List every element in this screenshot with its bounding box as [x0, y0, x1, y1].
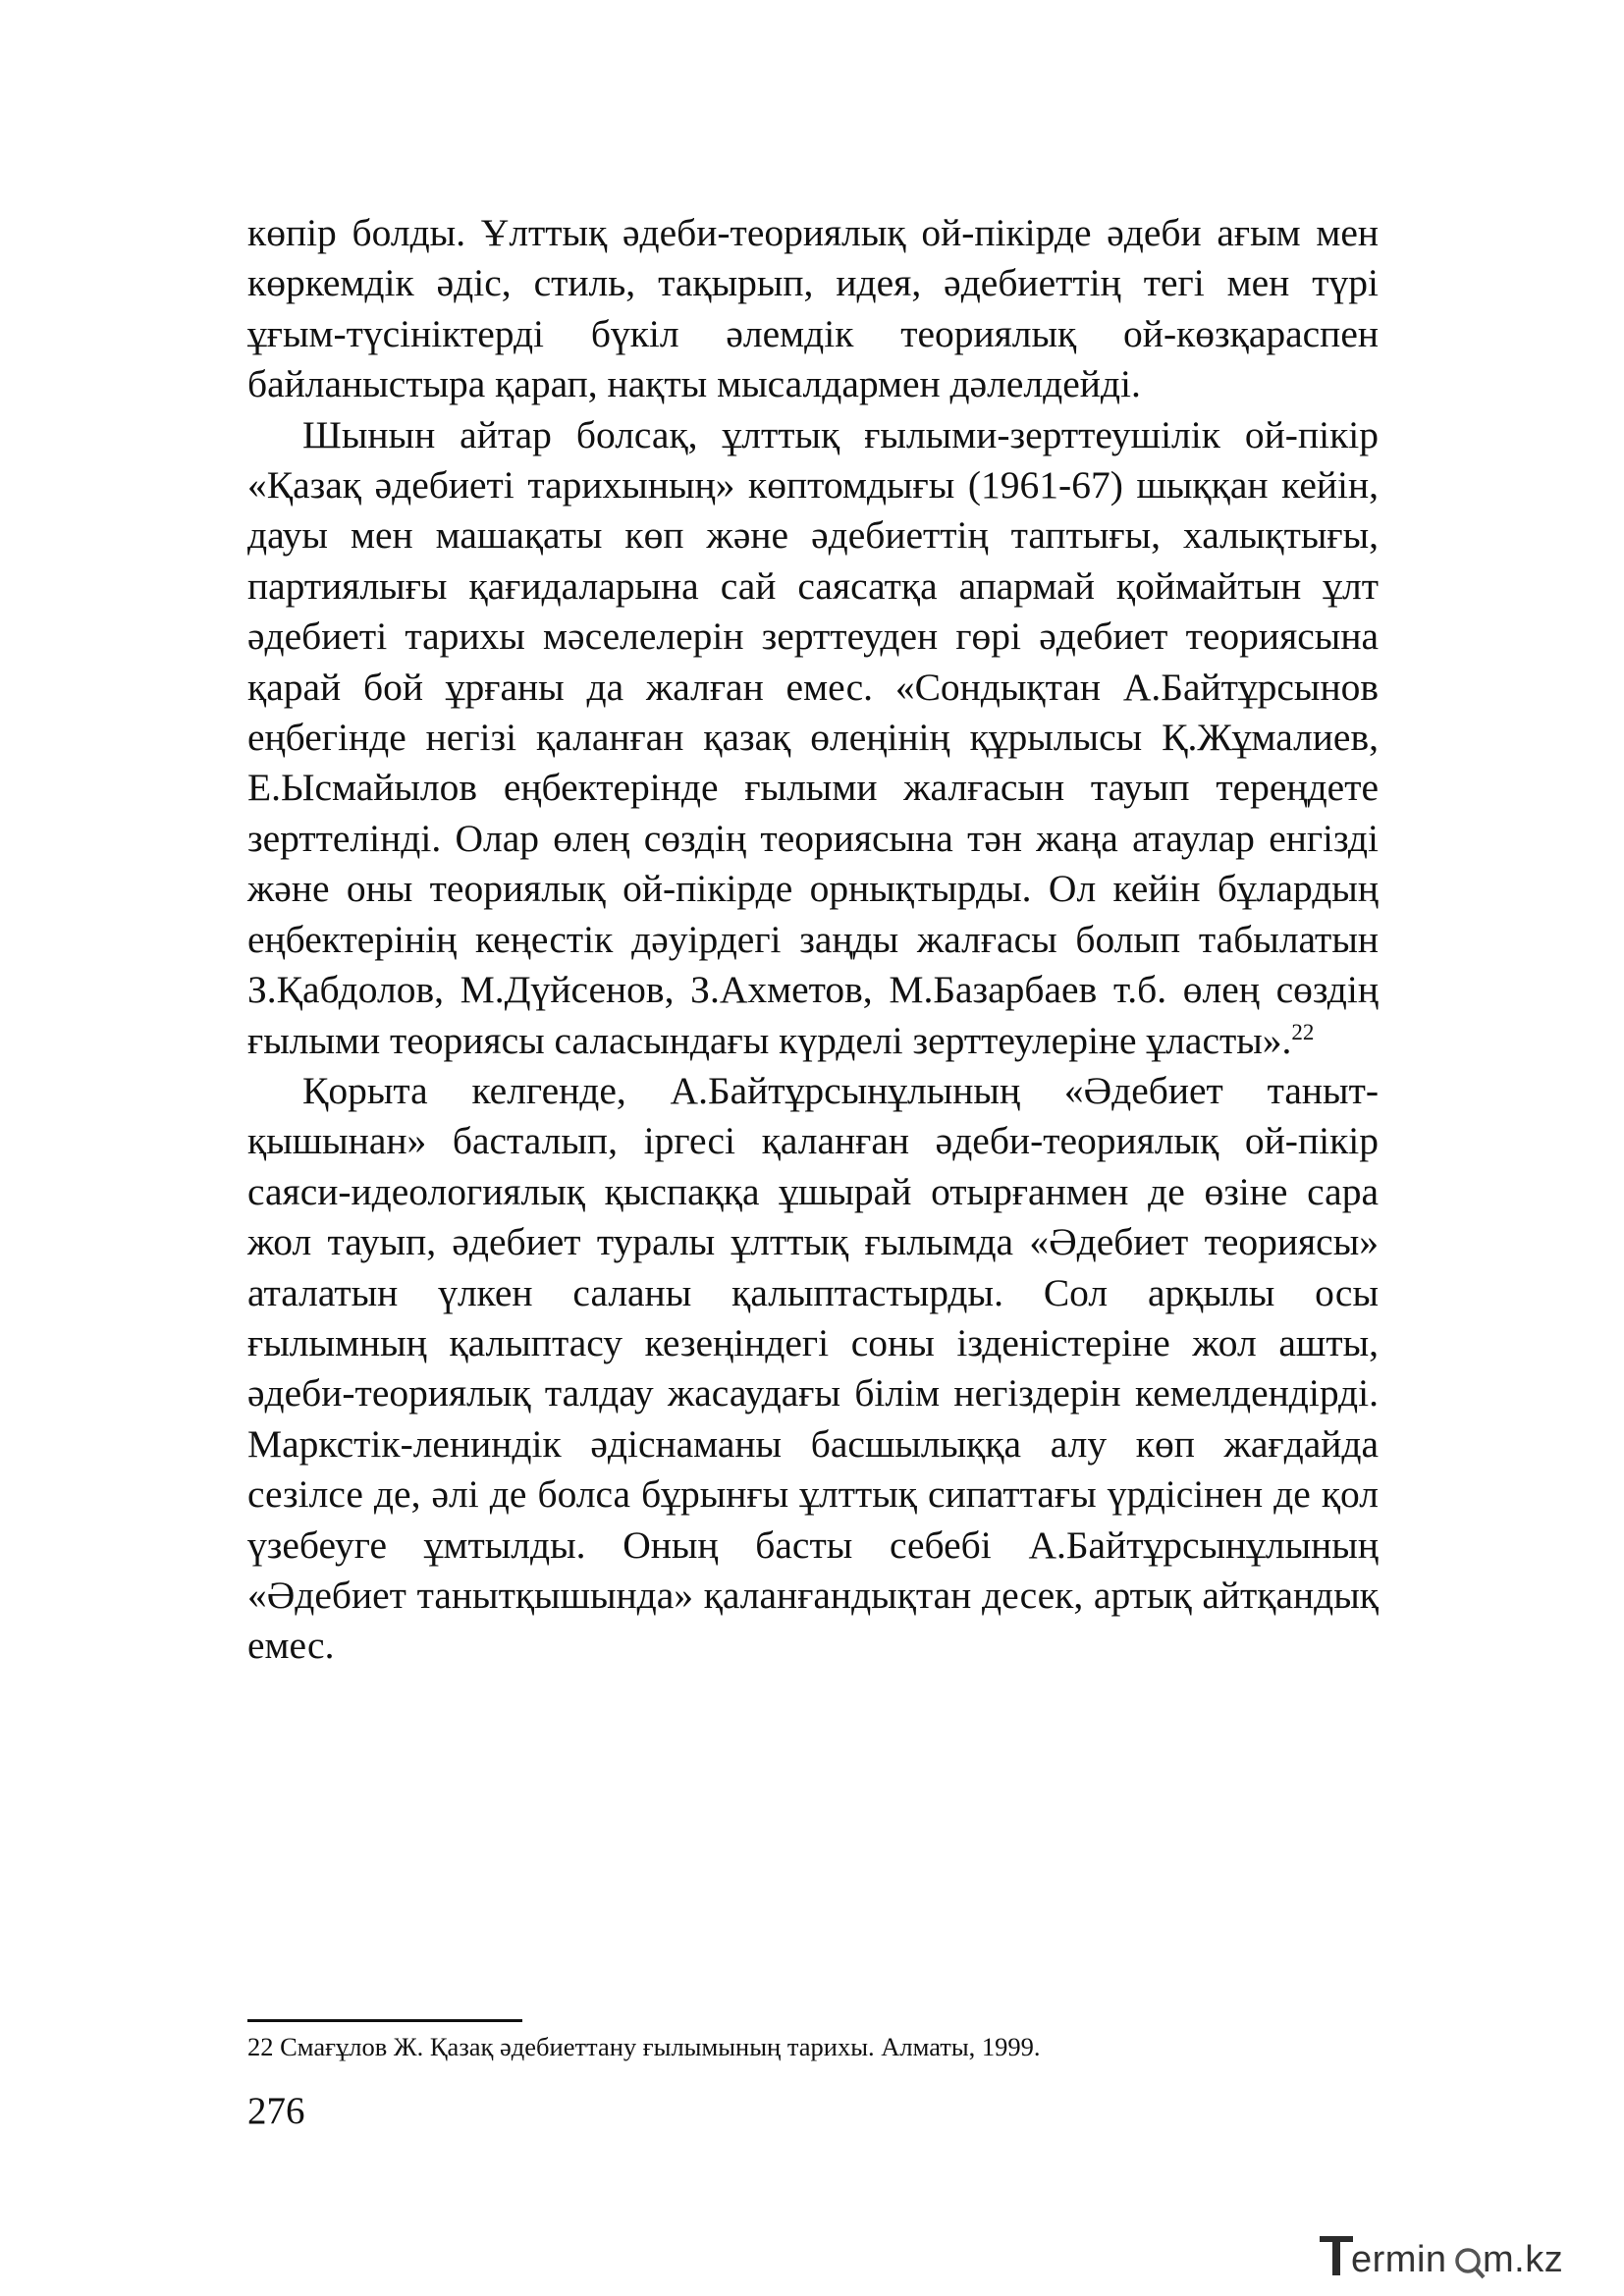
paragraph-2 — [247, 410, 1379, 1066]
footnote-reference[interactable]: 22 — [1291, 1019, 1315, 1044]
svg-text:ermin: ermin — [1351, 2239, 1447, 2280]
footnote-separator — [247, 2019, 522, 2022]
footnote-text: 22 Смағұлов Ж. Қазақ әдебиеттану ғылымының тарихы. Алматы, 1999. — [247, 2032, 1041, 2061]
paragraph-1: көпір болды. Ұлттық әдеби-теориялық ой-пікірде әдеби ағым мен көркемдік әдіс, стиль, тақырып, идея, әдебиеттің тегі мен түрі ұғым-түсініктерді бүкіл әлемдік теориялық ой-көзқараспен байланыстыра қарап, нақты мысалдармен дәлелдейді. — [247, 211, 1379, 406]
body-text — [247, 208, 1379, 1672]
paragraph-2-text: Шынын айтар болсақ, ұлттық ғылыми-зерттеушілік ой-пікір «Қазақ әдебиеті тарихының» көптомдығы (1961-67) шыққан кейін, дауы мен машақаты көп және әдебиеттің таптығы, халықтығы, партиялығы қағидаларына сай саясатқа апармай қоймайтын ұлт әдебиеті тарихы мәселелерін зерттеуден гөрі әдебиет теориясына қарай бой ұрғаны да жалған емес. «Сондықтан А.Байтұрсынов еңбегінде негізі қаланған қазақ өлеңінің құрылысы Қ.Жұмалиев, Е.Ысмайылов еңбектерінде ғылыми жалғасын тауып тереңдете зерттелінді. Олар өлең сөздің теориясына тән жаңа атаулар енгізді және оны теориялық ой-пікірде орнықтырды. Ол кейін бұлардың еңбектерінің кеңестік дәуірдегі заңды жалғасы болып табылатын З.Қабдолов, М.Дүйсенов, З.Ахметов, М.Базарбаев т.б. өлең сөздің ғылыми теориясы саласындағы күрделі зерттеулеріне ұласты». — [247, 412, 1379, 1062]
paragraph-3: Қорыта келгенде, А.Байтұрсынұлының «Әдебиет танытқышынан» басталып, іргесі қаланған әдеби-теориялық ой-пікір саяси-идеологиялық қыспаққа ұшырай отырғанмен де өзіне сара жол тауып, әдебиет туралы ұлттық ғылымда «Әдебиет теориясы» аталатын үлкен саланы қалыптастырды. Сол арқылы осы ғылымның қалыптасу кезеңіндегі соны ізденістеріне жол ашты, әдеби-теориялық талдау жасаудағы білім негіздерін кемелдендірді. Маркстік-лениндік әдіснаманы басшылыққа алу көп жағдайда сезілсе де, әлі де болса бұрынғы ұлттық сипаттағы үрдісінен де қол үзебеуге ұмтылды. Оның басты себебі А.Байтұрсынұлының «Әдебиет танытқышында» қаланғандықтан десек, артық айтқандық емес. — [247, 1068, 1379, 1668]
page-number: 276 — [247, 2090, 305, 2132]
watermark-graphic — [1318, 2228, 1602, 2283]
watermark-logo — [1318, 2228, 1602, 2283]
svg-text:m.kz: m.kz — [1483, 2239, 1564, 2280]
